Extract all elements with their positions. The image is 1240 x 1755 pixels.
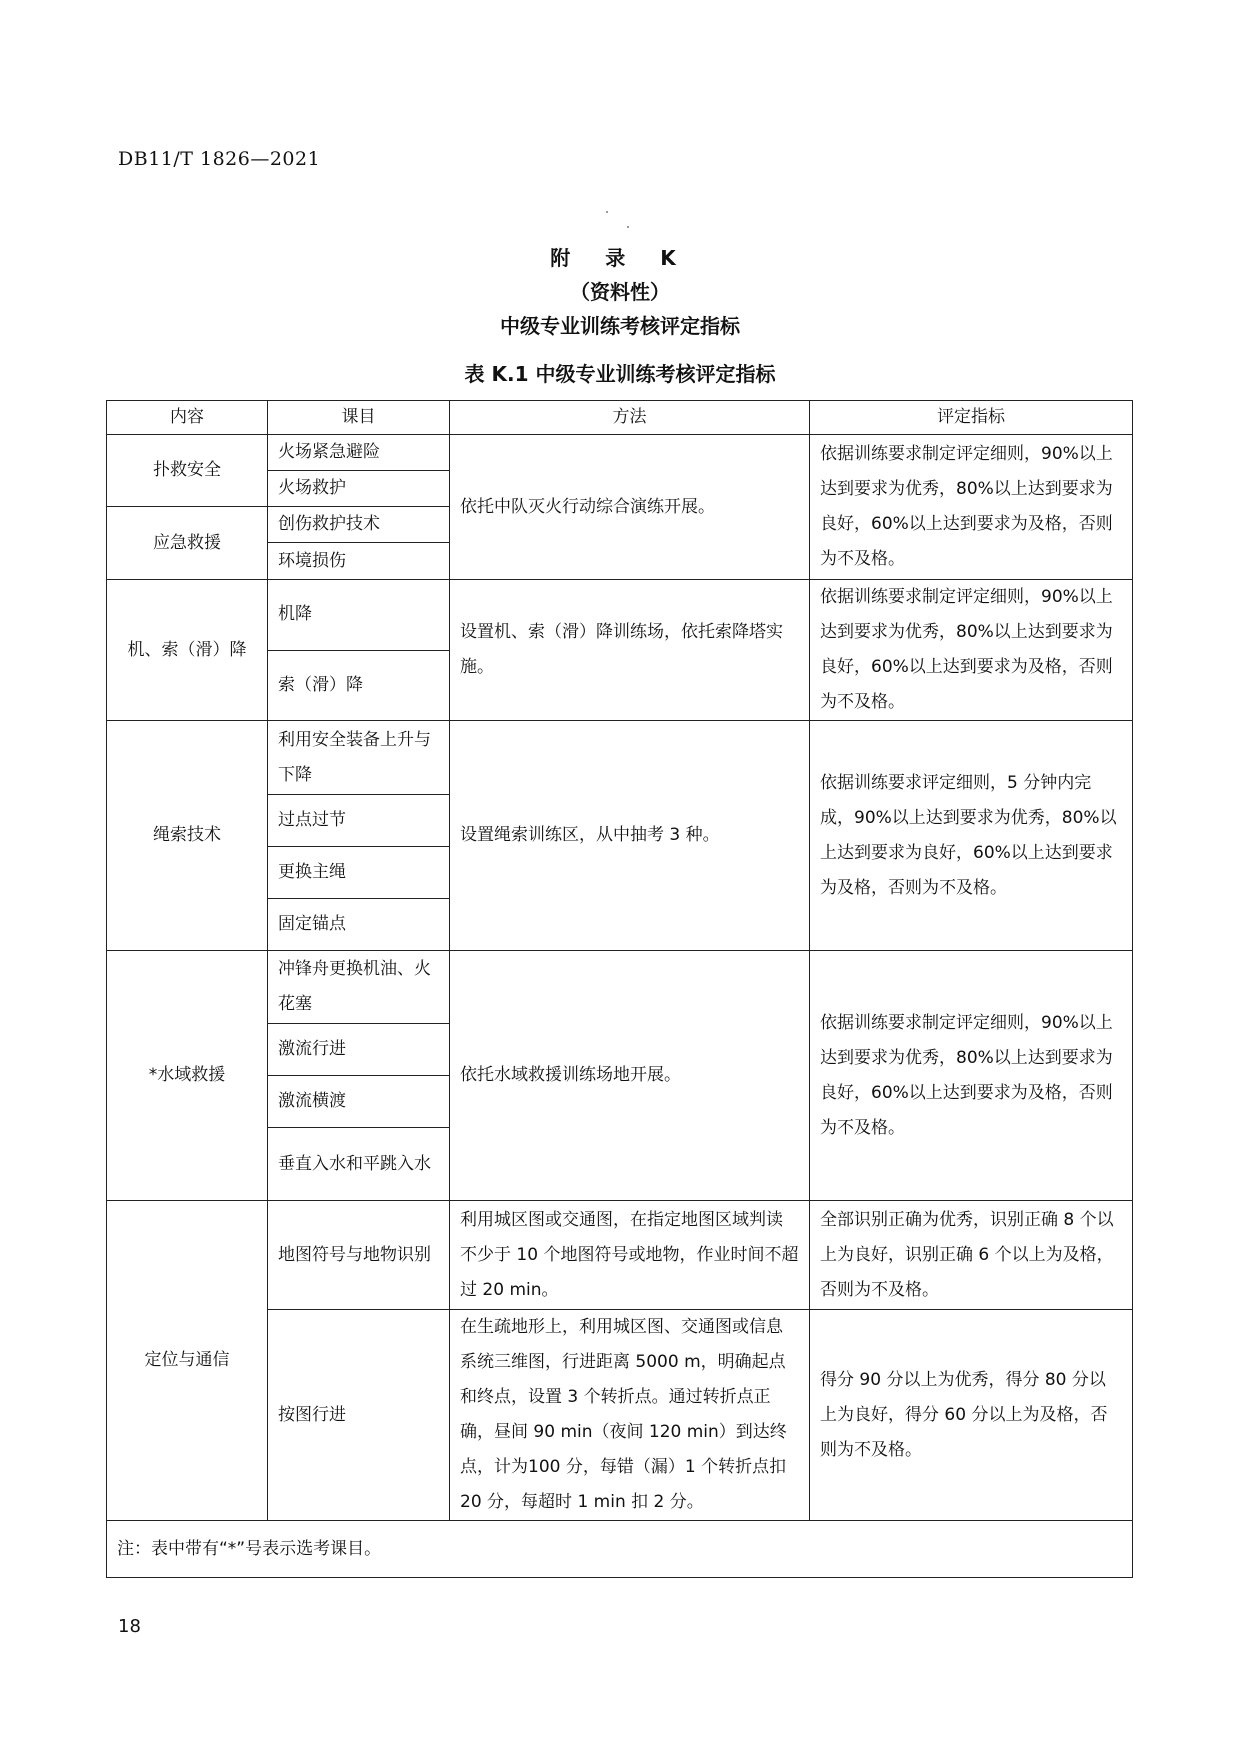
assessment-table (106, 400, 1133, 1578)
criteria-cell: 得分 90 分以上为优秀，得分 80 分以上为良好，得分 60 分以上为及格，否则为不及格。 (810, 1310, 1133, 1521)
method-cell: 在生疏地形上，利用城区图、交通图或信息系统三维图，行进距离 5000 m，明确起点和终点，设置 3 个转折点。通过转折点正确，昼间 90 min（夜间 120 min）到达终点，计为100 分，每错（漏）1 个转折点扣 20 分，每超时 1 min 扣 2 分。 (450, 1310, 810, 1521)
criteria-cell: 依据训练要求制定评定细则，90%以上达到要求为优秀，80%以上达到要求为良好，60%以上达到要求为及格，否则为不及格。 (810, 580, 1133, 721)
appendix-nature: （资料性） (570, 280, 670, 304)
course-cell: 利用安全装备上升与下降 (268, 721, 450, 795)
table-header-row (107, 401, 1133, 435)
header-criteria: 评定指标 (810, 401, 1133, 435)
course-cell: 过点过节 (268, 795, 450, 847)
course-cell: 按图行进 (268, 1310, 450, 1521)
appendix-name: 中级专业训练考核评定指标 (500, 314, 740, 338)
course-cell: 更换主绳 (268, 847, 450, 899)
table-row (107, 721, 1133, 795)
criteria-cell: 依据训练要求评定细则，5 分钟内完成，90%以上达到要求为优秀，80%以上达到要求为良好，60%以上达到要求为及格，否则为不及格。 (810, 721, 1133, 951)
content-cell: 机、索（滑）降 (107, 580, 268, 721)
course-cell: 激流横渡 (268, 1076, 450, 1128)
method-cell: 依托水域救援训练场地开展。 (450, 951, 810, 1201)
table-row (107, 1201, 1133, 1310)
content-cell: 应急救援 (107, 507, 268, 580)
course-cell: 火场救护 (268, 471, 450, 507)
course-cell: 环境损伤 (268, 543, 450, 580)
table-row (107, 435, 1133, 471)
course-cell: 创伤救护技术 (268, 507, 450, 543)
course-cell: 冲锋舟更换机油、火花塞 (268, 951, 450, 1024)
speck (627, 226, 629, 228)
criteria-cell: 依据训练要求制定评定细则，90%以上达到要求为优秀，80%以上达到要求为良好，60%以上达到要求为及格，否则为不及格。 (810, 435, 1133, 580)
method-cell: 利用城区图或交通图，在指定地图区域判读不少于 10 个地图符号或地物，作业时间不超过 20 min。 (450, 1201, 810, 1310)
method-cell: 设置绳索训练区，从中抽考 3 种。 (450, 721, 810, 951)
content-cell: 扑救安全 (107, 435, 268, 507)
content-cell: 定位与通信 (107, 1201, 268, 1521)
content-cell: 绳索技术 (107, 721, 268, 951)
table-note: 注：表中带有“*”号表示选考课目。 (107, 1521, 1133, 1578)
course-cell: 索（滑）降 (268, 650, 450, 721)
table-caption: 表 K.1 中级专业训练考核评定指标 (464, 362, 776, 386)
course-cell: 固定锚点 (268, 899, 450, 951)
table-row (107, 580, 1133, 651)
method-cell: 依托中队灭火行动综合演练开展。 (450, 435, 810, 580)
criteria-cell: 依据训练要求制定评定细则，90%以上达到要求为优秀，80%以上达到要求为良好，60%以上达到要求为及格，否则为不及格。 (810, 951, 1133, 1201)
header-method: 方法 (450, 401, 810, 435)
header-course: 课目 (268, 401, 450, 435)
document-code: DB11/T 1826—2021 (118, 148, 321, 170)
appendix-title: 附 录 K (550, 246, 690, 270)
page-number: 18 (118, 1616, 141, 1637)
method-cell: 设置机、索（滑）降训练场，依托索降塔实施。 (450, 580, 810, 721)
content-cell: *水域救援 (107, 951, 268, 1201)
criteria-cell: 全部识别正确为优秀，识别正确 8 个以上为良好，识别正确 6 个以上为及格，否则为不及格。 (810, 1201, 1133, 1310)
table-note-row (107, 1521, 1133, 1578)
course-cell: 垂直入水和平跳入水 (268, 1128, 450, 1201)
course-cell: 地图符号与地物识别 (268, 1201, 450, 1310)
speck (606, 211, 608, 213)
table-row (107, 951, 1133, 1024)
course-cell: 机降 (268, 580, 450, 651)
course-cell: 激流行进 (268, 1024, 450, 1076)
course-cell: 火场紧急避险 (268, 435, 450, 471)
header-content: 内容 (107, 401, 268, 435)
